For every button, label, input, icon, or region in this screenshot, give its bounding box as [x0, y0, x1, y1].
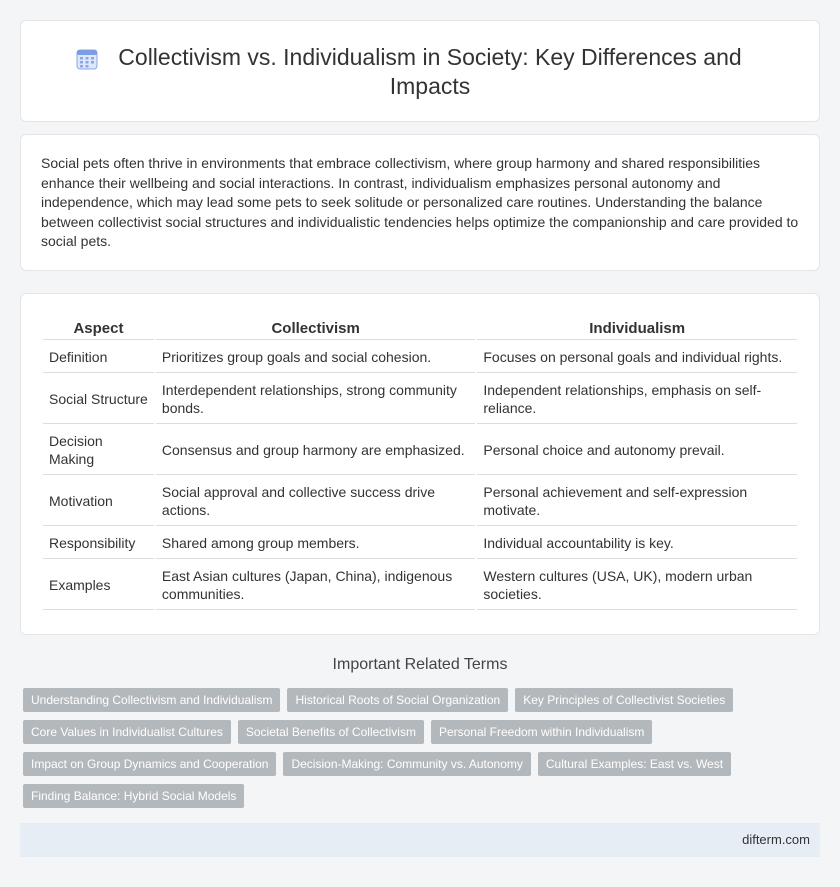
row-aspect: Social Structure	[43, 375, 154, 424]
related-terms-heading: Important Related Terms	[332, 656, 508, 673]
row-aspect: Decision Making	[43, 426, 154, 475]
comparison-table-card	[20, 293, 820, 635]
row-collectivism: Consensus and group harmony are emphasized.	[156, 426, 475, 475]
related-terms-list	[23, 688, 813, 816]
related-term-tag[interactable]: Societal Benefits of Collectivism	[238, 720, 424, 744]
title-wrap	[21, 43, 819, 101]
row-aspect: Responsibility	[43, 528, 154, 559]
row-collectivism: Social approval and collective success drive actions.	[156, 477, 475, 526]
row-collectivism: Prioritizes group goals and social cohesion.	[156, 342, 475, 373]
related-term-tag[interactable]: Decision-Making: Community vs. Autonomy	[283, 752, 530, 776]
row-aspect: Motivation	[43, 477, 154, 526]
row-aspect: Examples	[43, 561, 154, 610]
table-row	[43, 342, 797, 373]
table-row	[43, 528, 797, 559]
row-collectivism: East Asian cultures (Japan, China), indigenous communities.	[156, 561, 475, 610]
row-collectivism: Shared among group members.	[156, 528, 475, 559]
row-individualism: Western cultures (USA, UK), modern urban societies.	[477, 561, 797, 610]
related-term-tag[interactable]: Key Principles of Collectivist Societies	[515, 688, 733, 712]
related-term-tag[interactable]: Core Values in Individualist Cultures	[23, 720, 231, 744]
related-term-tag[interactable]: Finding Balance: Hybrid Social Models	[23, 784, 244, 808]
row-individualism: Focuses on personal goals and individual rights.	[477, 342, 797, 373]
table-row	[43, 375, 797, 424]
header-collectivism: Collectivism	[156, 316, 475, 340]
related-term-tag[interactable]: Impact on Group Dynamics and Cooperation	[23, 752, 276, 776]
footer-site-link[interactable]: difterm.com	[742, 832, 810, 847]
header-aspect: Aspect	[43, 316, 154, 340]
comparison-table	[41, 314, 799, 612]
header-individualism: Individualism	[477, 316, 797, 340]
calendar-grid-icon	[76, 48, 98, 70]
row-individualism: Personal achievement and self-expression motivate.	[477, 477, 797, 526]
footer	[20, 823, 820, 857]
table-row	[43, 426, 797, 475]
intro-paragraph: Social pets often thrive in environments that embrace collectivism, where group harmony and shared responsibilities enhance their wellbeing and social interactions. In contrast, individualism emphasizes personal autonomy and independence, which may lead some pets to seek solitude or personalized care routines. Understanding the balance between collectivist social structures and individualistic tendencies helps optimize the companionship and care provided to social pets.	[41, 155, 799, 250]
page-title: Collectivism vs. Individualism in Society: Key Differences and Impacts	[118, 44, 742, 99]
table-row	[43, 561, 797, 610]
related-term-tag[interactable]: Personal Freedom within Individualism	[431, 720, 652, 744]
row-individualism: Independent relationships, emphasis on self-reliance.	[477, 375, 797, 424]
table-header-row	[43, 316, 797, 340]
intro-card	[20, 134, 820, 271]
row-individualism: Individual accountability is key.	[477, 528, 797, 559]
table-row	[43, 477, 797, 526]
row-collectivism: Interdependent relationships, strong community bonds.	[156, 375, 475, 424]
row-individualism: Personal choice and autonomy prevail.	[477, 426, 797, 475]
related-term-tag[interactable]: Understanding Collectivism and Individualism	[23, 688, 280, 712]
related-term-tag[interactable]: Historical Roots of Social Organization	[287, 688, 508, 712]
row-aspect: Definition	[43, 342, 154, 373]
related-term-tag[interactable]: Cultural Examples: East vs. West	[538, 752, 731, 776]
title-card	[20, 20, 820, 122]
